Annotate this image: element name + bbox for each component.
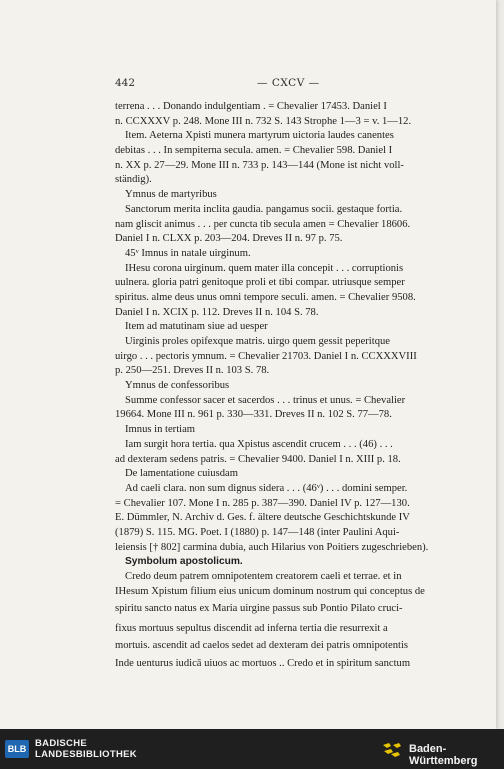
library-name-line-2: LANDESBIBLIOTHEK bbox=[35, 749, 137, 760]
text-line: Item. Aeterna Xpisti munera martyrum uictoria laudes canentes bbox=[125, 130, 394, 142]
text-line: spiritu sancto natus ex Maria uirgine passus sub Pontio Pilato cruci- bbox=[115, 603, 403, 615]
text-line: 19664. Mone III n. 961 p. 330—331. Dreves II n. 102 S. 77—78. bbox=[115, 409, 392, 421]
text-line: Uirginis proles opifexque matris. uirgo quem gessit peperitque bbox=[125, 336, 390, 347]
section-heading: Imnus in tertiam bbox=[125, 424, 196, 436]
body-text bbox=[115, 100, 447, 674]
text-line: Sanctorum merita inclita gaudia. pangamus socii. gestaque fortia. bbox=[125, 203, 403, 215]
text-line: n. CCXXXV p. 248. Mone III n. 732 S. 143 Strophe 1—3 = v. 1—12. bbox=[115, 115, 412, 127]
footer-bar bbox=[0, 729, 504, 769]
text-line: Iam surgit hora tertia. qua Xpistus ascendit crucem . . . (46) . . . bbox=[125, 438, 393, 450]
section-heading: Ymnus de martyribus bbox=[125, 189, 217, 201]
library-name-line-1: BADISCHE bbox=[35, 738, 88, 749]
text-line: uirgo . . . pectoris ymnum. = Chevalier 21703. Daniel I n. CCXXXVIII bbox=[115, 350, 417, 362]
text-line: fixus mortuus sepultus discendit ad inferna tertia die resurrexit a bbox=[115, 623, 388, 635]
text-line: leiensis [† 802] carmina dubia, auch Hilarius von Poitiers zugeschrieben). bbox=[115, 541, 429, 553]
text-line: p. 250—251. Dreves II n. 103 S. 78. bbox=[115, 365, 270, 377]
text-line: (1879) S. 115. MG. Poet. I (1880) p. 147—148 (inter Paulini Aqui- bbox=[115, 526, 400, 538]
page-header bbox=[115, 77, 447, 93]
section-heading: 45ᵛ Imnus in natale uirginum. bbox=[125, 247, 251, 259]
text-line: Daniel I n. XCIX p. 112. Dreves II n. 104 S. 78. bbox=[115, 306, 319, 318]
section-heading: Item ad matutinam siue ad uesper bbox=[125, 321, 268, 333]
text-line: uulnera. gloria patri genitoque proli et tibi compar. utriusque semper bbox=[115, 277, 405, 289]
page-number: 442 bbox=[115, 77, 136, 89]
text-line: ständig). bbox=[115, 174, 152, 186]
running-head: — CXCV — bbox=[257, 77, 320, 89]
text-line: IHesum Xpistum filium eius unicum dominum nostrum qui conceptus de bbox=[115, 585, 425, 597]
text-line: n. XX p. 27—29. Mone III n. 733 p. 143—144 (Mone ist nicht voll- bbox=[115, 159, 404, 171]
text-line: terrena . . . Donando indulgentiam . = Chevalier 17453. Daniel I bbox=[115, 101, 387, 112]
text-line: debitas . . . In sempiterna secula. amen. = Chevalier 598. Daniel I bbox=[115, 145, 393, 157]
text-line: IHesu corona uirginum. quem mater illa concepit . . . corruptionis bbox=[125, 262, 404, 274]
section-heading: De lamentatione cuiusdam bbox=[125, 468, 238, 480]
section-heading: Ymnus de confessoribus bbox=[125, 380, 230, 392]
text-line: E. Dümmler, N. Archiv d. Ges. f. ältere deutsche Geschichtskunde IV bbox=[115, 512, 410, 524]
state-name[interactable]: Baden-Württemberg bbox=[409, 743, 478, 767]
library-name bbox=[35, 738, 137, 760]
blb-logo[interactable]: BLB bbox=[5, 740, 29, 758]
text-line: nam gliscit animus . . . per cuncta tib secula amen = Chevalier 18606. bbox=[115, 218, 411, 230]
text-line: ad dexteram sedens patris. = Chevalier 9400. Daniel I n. XIII p. 18. bbox=[115, 453, 401, 465]
text-line: mortuis. ascendit ad caelos sedet ad dexteram dei patris omnipotentis bbox=[115, 640, 409, 652]
text-line: Ad caeli clara. non sum dignus sidera . . . (46ᵛ) . . . domini semper. bbox=[125, 482, 408, 494]
text-line: Credo deum patrem omnipotentem creatorem caeli et terrae. et in bbox=[125, 571, 402, 582]
state-coat-of-arms-icon bbox=[381, 741, 403, 759]
text-line: spiritus. alme deus unus omni tempore seculi. amen. = Chevalier 9508. bbox=[115, 291, 416, 303]
section-heading: Symbolum apostolicum. bbox=[125, 556, 243, 568]
text-line: Summe confessor sacer et sacerdos . . . trinus et unus. = Chevalier bbox=[125, 394, 406, 406]
text-line: Daniel I n. CLXX p. 203—204. Dreves II n. 97 p. 75. bbox=[115, 233, 343, 245]
text-line: Inde uenturus iudicā uiuos ac mortuos .. Credo et in spiritum sanctum bbox=[115, 658, 411, 670]
text-line: = Chevalier 107. Mone I n. 285 p. 387—390. Daniel IV p. 127—130. bbox=[115, 497, 410, 509]
